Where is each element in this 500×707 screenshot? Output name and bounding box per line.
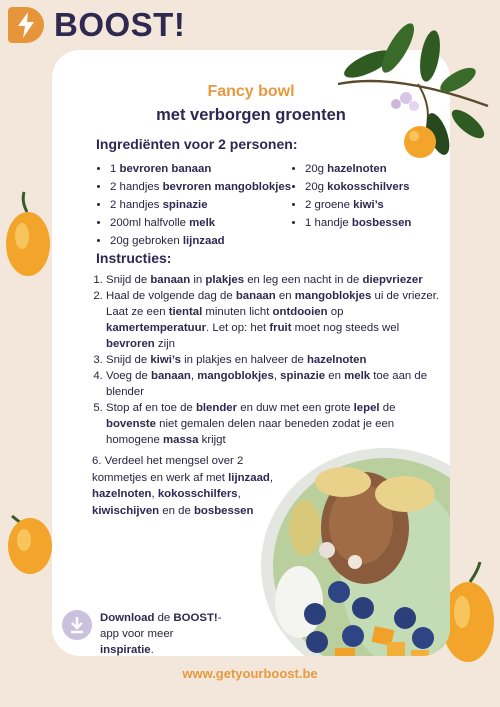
ingredient-item: • 2 groene kiwi’s: [305, 196, 450, 214]
apricot-illustration-left-bottom: [2, 506, 54, 576]
instruction-step-6: 6. Verdeel het mengsel over 2 kommetjes en werk af met lijnzaad, hazelnoten, kokosschilfers, kiwischijven en de bosbessen: [92, 455, 274, 517]
recipe-subtitle: met verborgen groenten: [156, 106, 346, 124]
ingredient-item: • 2 handjes bevroren mangoblokjes: [110, 178, 310, 196]
ingredients-list-left: [96, 160, 310, 250]
download-app-banner[interactable]: [62, 610, 230, 656]
instruction-step: 3. Snijd de kiwi’s in plakjes en halveer de hazelnoten: [106, 352, 446, 368]
ingredient-item: • 1 handje bosbessen: [305, 214, 450, 232]
footer-website-link[interactable]: www.getyourboost.be: [182, 666, 318, 681]
instruction-step: 5. Stop af en toe de blender en duw met een grote lepel de bovenste niet gemalen delen naar beneden zodat je een homogene massa krijgt: [106, 400, 446, 448]
instruction-step: 2. Haal de volgende dag de banaan en mangoblokjes ui de vriezer. Laat ze een tiental minuten licht ontdooien op kamertemperatuur. Let op: het fruit moet nog steeds wel bevroren zijn: [106, 288, 446, 352]
recipe-title: Fancy bowl: [207, 83, 295, 100]
instruction-step: 4. Voeg de banaan, mangoblokjes, spinazie en melk toe aan de blender: [106, 368, 446, 400]
brand-name: BOOST!: [54, 6, 186, 43]
ingredient-item: • 20g hazelnoten: [305, 160, 450, 178]
ingredient-item: • 20g kokosschilvers: [305, 178, 450, 196]
smoothie-bowl-photo: [255, 442, 450, 656]
ingredient-item: • 20g gebroken lijnzaad: [110, 232, 310, 250]
brand-header: [8, 6, 185, 44]
apricot-illustration-left-top: [2, 190, 54, 278]
ingredients-heading: Ingrediënten voor 2 personen:: [96, 136, 298, 152]
lightning-bolt-icon: [8, 7, 44, 43]
ingredient-item: • 200ml halfvolle melk: [110, 214, 310, 232]
download-app-text: Download de BOOST!-app voor meer inspiratie.: [100, 612, 222, 656]
instructions-list: [90, 272, 446, 448]
ingredient-item: • 1 bevroren banaan: [110, 160, 310, 178]
ingredient-item: • 2 handjes spinazie: [110, 196, 310, 214]
instruction-step: 1. Snijd de banaan in plakjes en leg een nacht in de diepvriezer: [106, 272, 446, 288]
apricot-branch-illustration: [318, 14, 498, 176]
download-arrow-icon[interactable]: [62, 610, 92, 640]
instructions-heading: Instructies:: [96, 250, 172, 266]
